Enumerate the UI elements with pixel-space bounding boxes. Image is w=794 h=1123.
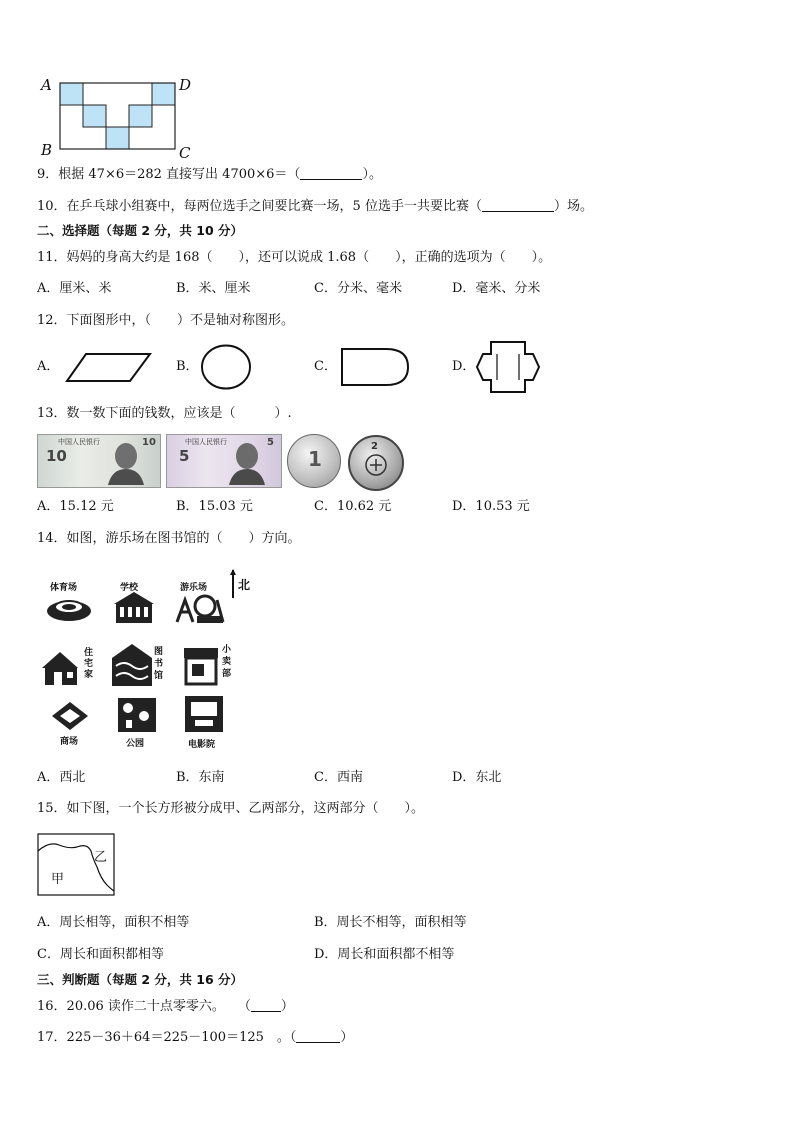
banknote-5-yuan [166, 434, 282, 488]
place-label-shop: 小卖部 [222, 645, 232, 679]
coin-1-yuan [287, 434, 341, 488]
stadium-icon [45, 593, 93, 623]
option-14-a[interactable]: A．西北 [37, 770, 86, 785]
shaded-square [60, 83, 83, 105]
amusement-park-icon [175, 592, 225, 624]
option-14-c[interactable]: C．西南 [314, 770, 363, 785]
note-value-5-corner: 5 [267, 437, 274, 448]
banknote-10-yuan [37, 434, 161, 488]
shaded-square [152, 83, 175, 105]
north-label: 北 [238, 578, 251, 592]
option-12-c[interactable]: C． [314, 359, 337, 374]
place-label-park: 公园 [126, 739, 145, 749]
option-11-b[interactable]: B．米、厘米 [176, 281, 251, 296]
option-12-b[interactable]: B． [176, 359, 199, 374]
cinema-icon [183, 694, 225, 734]
coin-value-2: 2 [371, 441, 378, 452]
option-13-c[interactable]: C．10.62 元 [314, 499, 392, 514]
question-14: 14．如图，游乐场在图书馆的（ ）方向。 [37, 531, 301, 546]
shaded-square [83, 105, 106, 127]
place-label-library: 图书馆 [154, 647, 164, 681]
answer-blank-9[interactable] [300, 166, 362, 180]
option-11-d[interactable]: D．毫米、分米 [452, 281, 541, 296]
place-label-home: 住宅家 [84, 648, 94, 680]
parallelogram-shape [66, 353, 152, 383]
point-label-c: C [179, 144, 191, 162]
library-icon [110, 642, 154, 688]
bullet-shape [340, 347, 410, 387]
question-15: 15．如下图，一个长方形被分成甲、乙两部分，这两部分（ ）。 [37, 801, 425, 816]
coin-2-fen [348, 435, 404, 491]
answer-blank-10[interactable] [482, 198, 554, 212]
portrait-image [225, 439, 269, 485]
coin-emblem [364, 453, 388, 477]
mall-icon [50, 700, 92, 732]
section-heading-choice: 二、选择题（每题 2 分，共 10 分） [37, 223, 244, 238]
school-icon [112, 590, 156, 624]
section-heading-judgement: 三、判断题（每题 2 分，共 16 分） [37, 972, 244, 987]
place-label-cinema: 电影院 [188, 740, 216, 750]
question-12: 12．下面图形中，（ ）不是轴对称图形。 [37, 313, 295, 328]
note-value-10: 10 [46, 447, 67, 465]
point-label-a: A [41, 76, 52, 94]
park-icon [116, 696, 158, 734]
home-icon [40, 650, 86, 686]
option-15-b[interactable]: B．周长不相等，面积相等 [314, 915, 467, 930]
shaded-square [129, 105, 152, 127]
place-label-school: 学校 [120, 583, 139, 593]
rectangle-grid-svg [60, 83, 176, 151]
note-value-5: 5 [179, 447, 190, 465]
option-12-d[interactable]: D． [452, 359, 476, 374]
option-12-a[interactable]: A． [37, 359, 60, 374]
option-11-c[interactable]: C．分米、毫米 [314, 281, 402, 296]
point-label-d: D [179, 76, 192, 94]
question-9: 9．根据 47×6＝282 直接写出 4700×6＝（ ）。 [37, 167, 382, 182]
option-15-a[interactable]: A．周长相等，面积不相等 [37, 915, 190, 930]
north-arrow-icon [229, 568, 237, 598]
answer-blank-16[interactable] [251, 998, 281, 1012]
cross-arrow-shape [475, 340, 541, 394]
circle-shape [200, 344, 252, 390]
place-label-amusement-park: 游乐场 [180, 583, 208, 593]
option-13-d[interactable]: D．10.53 元 [452, 499, 530, 514]
note-value-10-corner: 10 [142, 437, 156, 448]
bank-name-text: 中国人民银行 [58, 438, 100, 446]
option-15-c[interactable]: C．周长和面积都相等 [37, 947, 164, 962]
option-14-d[interactable]: D．东北 [452, 770, 502, 785]
shop-icon [182, 646, 222, 686]
question-10: 10．在乒乓球小组赛中，每两位选手之间要比赛一场，5 位选手一共要比赛（ ）场。 [37, 199, 593, 214]
shaded-square [106, 127, 129, 149]
question-17: 17．225－36＋64＝225－100＝125 。（ ） [37, 1030, 354, 1045]
region-label-yi: 乙 [94, 850, 108, 865]
divided-rectangle-figure [37, 833, 117, 897]
option-13-a[interactable]: A．15.12 元 [37, 499, 114, 514]
answer-blank-17[interactable] [296, 1029, 340, 1043]
question-13: 13．数一数下面的钱数，应该是（ ）. [37, 406, 292, 421]
option-15-d[interactable]: D．周长和面积都不相等 [314, 947, 455, 962]
place-label-mall: 商场 [60, 737, 79, 747]
coin-value-1: 1 [308, 447, 322, 471]
region-label-jia: 甲 [51, 872, 65, 887]
option-11-a[interactable]: A．厘米、米 [37, 281, 112, 296]
question-11: 11．妈妈的身高大约是 168（ ），还可以说成 1.68（ ），正确的选项为（ ）。 [37, 250, 552, 265]
bank-name-text: 中国人民银行 [185, 438, 227, 446]
place-label-stadium: 体育场 [50, 583, 78, 593]
option-13-b[interactable]: B．15.03 元 [176, 499, 253, 514]
question-16: 16．20.06 读作二十点零零六。 （ ） [37, 999, 294, 1014]
point-label-b: B [41, 141, 53, 159]
option-14-b[interactable]: B．东南 [176, 770, 225, 785]
